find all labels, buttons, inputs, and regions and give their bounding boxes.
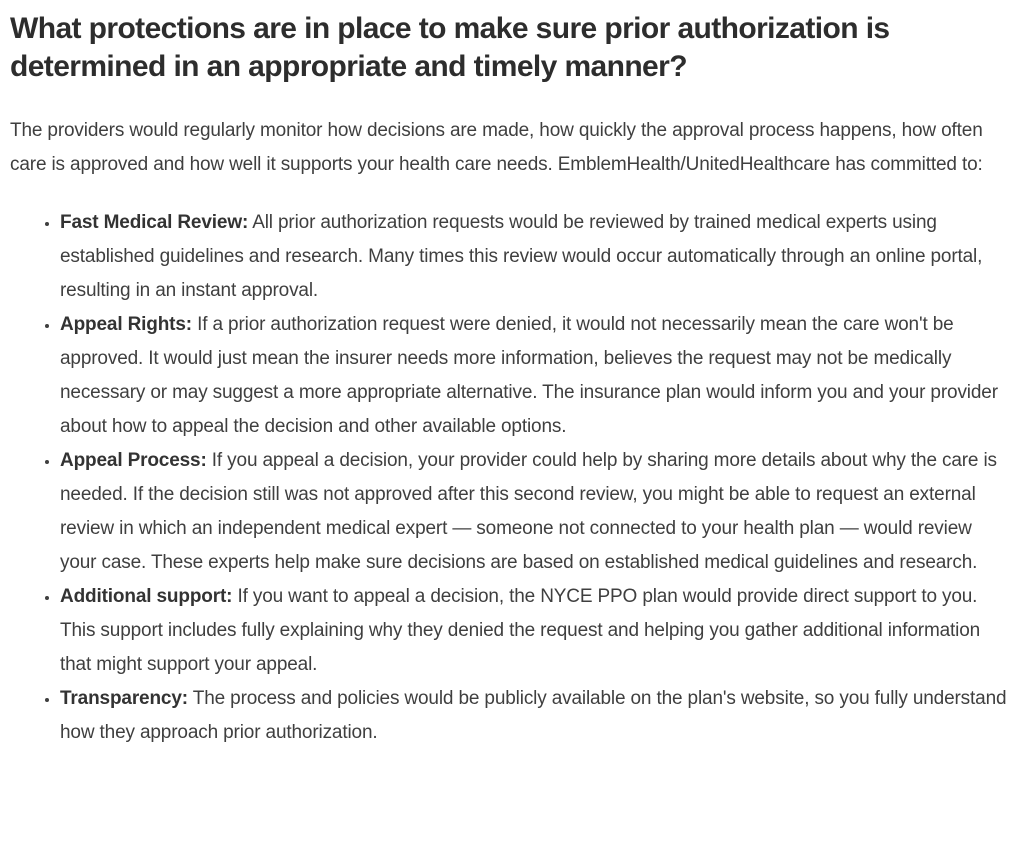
list-item — [60, 580, 1012, 682]
intro-paragraph: The providers would regularly monitor how decisions are made, how quickly the approval process happens, how often care is approved and how well it supports your health care needs. EmblemHealth/UnitedHealthcare has committed to: — [10, 120, 983, 175]
list-item — [60, 682, 1012, 750]
bullet-text: All prior authorization requests would be reviewed by trained medical experts using established guidelines and research. Many times this review would occur automatically through an online portal, resulting in an instant approval. — [60, 212, 983, 301]
list-item — [60, 206, 1012, 308]
bullet-term: Appeal Rights: — [60, 314, 192, 335]
bullet-text: If you want to appeal a decision, the NYCE PPO plan would provide direct support to you. This support includes fully explaining why they denied the request and helping you gather additional information that might support your appeal. — [60, 586, 981, 675]
page-title: What protections are in place to make sure prior authorization is determined in an appropriate and timely manner? — [10, 12, 890, 83]
bullet-text: The process and policies would be publicly available on the plan's website, so you fully understand how they approach prior authorization. — [60, 688, 1007, 743]
bullet-term: Appeal Process: — [60, 450, 207, 471]
list-item — [60, 308, 1012, 444]
bullet-term: Fast Medical Review: — [60, 212, 249, 233]
protections-list — [10, 206, 1012, 750]
bullet-text: If you appeal a decision, your provider could help by sharing more details about why the care is needed. If the decision still was not approved after this second review, you might be able to request an external review in which an independent medical expert — someone not connected to your health plan — would review your case. These experts help make sure decisions are based on established medical guidelines and research. — [60, 450, 997, 573]
list-item — [60, 444, 1012, 580]
bullet-term: Transparency: — [60, 688, 188, 709]
bullet-term: Additional support: — [60, 586, 233, 607]
bullet-text: If a prior authorization request were denied, it would not necessarily mean the care won't be approved. It would just mean the insurer needs more information, believes the request may not be medically necessary or may suggest a more appropriate alternative. The insurance plan would inform you and your provider about how to appeal the decision and other available options. — [60, 314, 998, 437]
